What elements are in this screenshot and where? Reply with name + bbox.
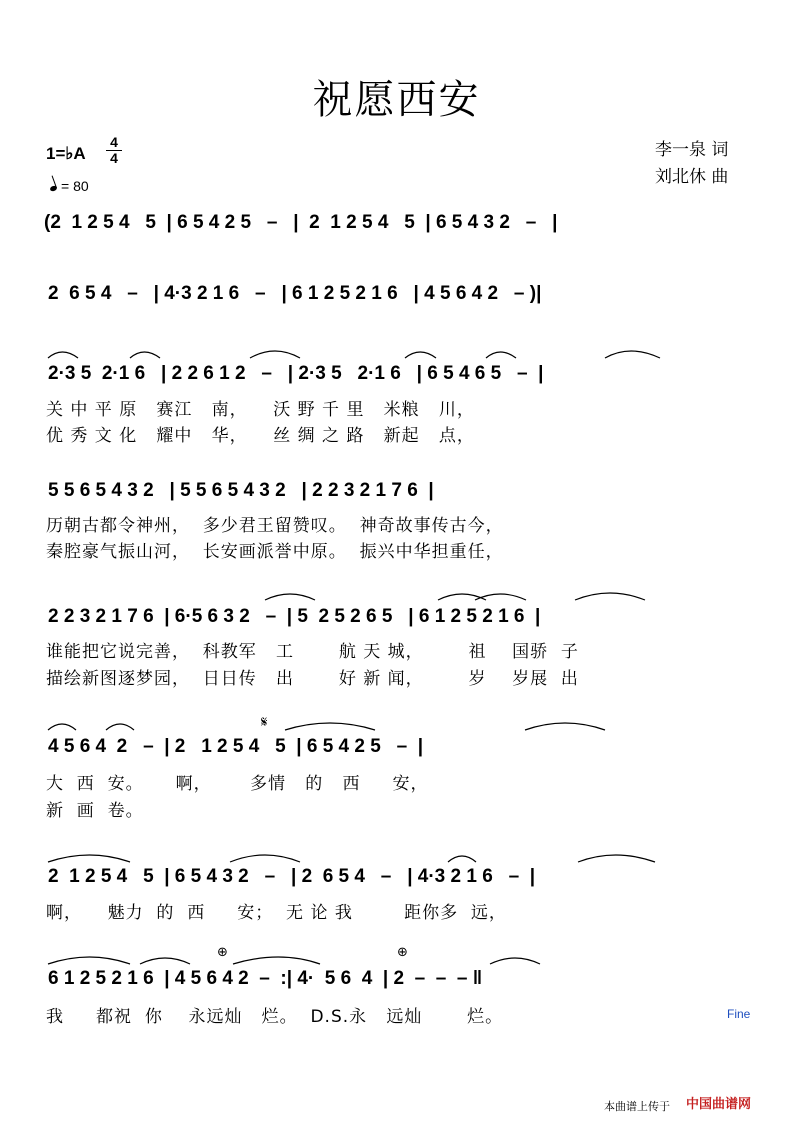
fine-marking: Fine — [727, 1007, 751, 1021]
lyric-line-3a: 关 中 平 原 赛江 南， 沃 野 千 里 米粮 川， — [46, 400, 475, 420]
site-logo: 中国曲谱网 — [686, 1097, 752, 1112]
slur — [48, 352, 78, 358]
slur — [490, 958, 540, 964]
slur — [525, 723, 605, 730]
slur — [486, 352, 516, 358]
slur — [48, 957, 130, 964]
slur — [448, 856, 476, 862]
notation-line-5: 2 2 3 2 1 7 6 | 6·5 6 3 2 – | 5 2 5 2 6 5 | 6 1 2 5 2 1 6 | — [48, 606, 541, 627]
lyric-line-6a: 大 西 安。 啊， 多情 的 西 安， — [46, 774, 429, 794]
notation-line-2: 2 6 5 4 – | 4·3 2 1 6 – | 6 1 2 5 2 1 6 | 4 5 6 4 2 – )| — [48, 283, 542, 304]
composer-credit: 刘北休 曲 — [655, 167, 729, 187]
slur — [48, 724, 76, 730]
lyric-line-8: 我 都祝 你 永远灿 烂。 D.S.永 远灿 烂。 — [46, 1007, 504, 1027]
notation-line-3: 2·3 5 2·1 6 | 2 2 6 1 2 – | 2·3 5 2·1 6 | 6 5 4 6 5 – | — [48, 363, 544, 384]
slur — [250, 351, 300, 358]
time-numerator: 4 — [106, 135, 122, 151]
slur — [578, 855, 655, 862]
slur — [405, 352, 436, 358]
song-title: 祝愿西安 — [312, 77, 481, 123]
time-denominator: 4 — [110, 150, 118, 166]
coda-icon: ⊕ — [217, 945, 228, 960]
segno-icon: 𝄋 — [261, 713, 268, 731]
lyric-line-5b: 描绘新图逐梦园， 日日传 出 好 新 闻， 岁 岁展 出 — [46, 669, 579, 689]
key-signature: 1=♭A — [46, 144, 86, 163]
notation-line-4: 5 5 6 5 4 3 2 | 5 5 6 5 4 3 2 | 2 2 3 2 1 7 6 | — [48, 480, 434, 501]
notation-line-1: (2 1 2 5 4 5 | 6 5 4 2 5 – | 2 1 2 5 4 5 | 6 5 4 3 2 – | — [44, 212, 558, 233]
upload-note: 本曲谱上传于 — [604, 1100, 670, 1113]
slur — [285, 723, 375, 730]
lyric-line-5a: 谁能把它说完善， 科教军 工 航 天 城， 祖 国骄 子 — [46, 642, 579, 662]
notation-line-7: 2 1 2 5 4 5 | 6 5 4 3 2 – | 2 6 5 4 – | 4·3 2 1 6 – | — [48, 866, 536, 887]
lyric-line-4b: 秦腔豪气振山河， 长安画派誉中原。 振兴中华担重任， — [46, 542, 504, 562]
notation-line-6: 4 5 6 4 2 – | 2 1 2 5 4 5 | 6 5 4 2 5 – | — [48, 736, 424, 757]
slur — [605, 351, 660, 358]
slur — [130, 352, 160, 358]
slur — [48, 855, 130, 862]
slur — [106, 724, 134, 730]
slur — [475, 594, 526, 600]
slur — [140, 958, 190, 964]
lyric-line-6b: 新 画 卷。 — [46, 801, 144, 821]
coda-icon: ⊕ — [397, 945, 408, 960]
slur — [575, 593, 645, 600]
slur — [230, 855, 300, 862]
lyric-line-3b: 优 秀 文 化 耀中 华， 丝 绸 之 路 新起 点， — [46, 426, 475, 446]
lyric-line-7: 啊， 魅力 的 西 安； 无 论 我 距你多 远， — [46, 903, 507, 923]
tempo-value: = 80 — [61, 178, 89, 194]
slur — [438, 594, 486, 600]
notation-line-8: 6 1 2 5 2 1 6 | 4 5 6 4 2 – :| 4· 5 6 4 | 2 – – – ‖ — [48, 968, 483, 989]
slur — [265, 594, 315, 600]
lyricist-credit: 李一泉 词 — [655, 140, 729, 160]
lyric-line-4a: 历朝古都令神州， 多少君王留赞叹。 神奇故事传古今， — [46, 516, 504, 536]
slur — [233, 957, 320, 964]
